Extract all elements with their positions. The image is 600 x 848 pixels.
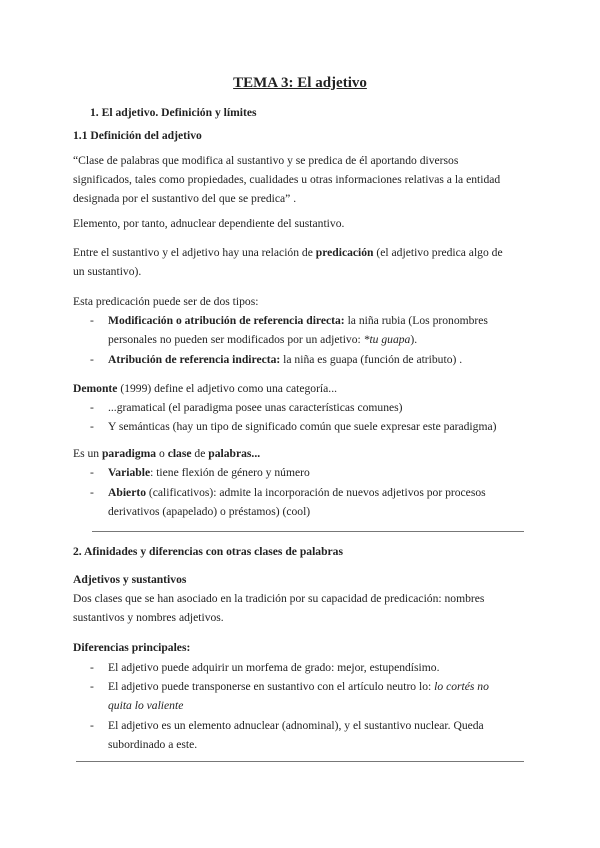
paragraph-predicacion-line-1: Entre el sustantivo y el adjetivo hay una relación de predicación (el adjetivo predica algo de [73,246,503,259]
bullet-dash: - [90,353,94,366]
bullet-dash: - [90,466,94,479]
bullet-modificacion-line-2: personales no pueden ser modificados por un adjetivo: *tu guapa). [108,333,418,346]
bullet-gramatical: ...gramatical (el paradigma posee unas características comunes) [108,401,403,414]
bullet-dash: - [90,314,94,327]
paragraph-paradigma: Es un paradigma o clase de palabras... [73,447,261,460]
paragraph-demonte: Demonte (1999) define el adjetivo como una categoría... [73,382,337,395]
definition-quote-line-3: designada por el sustantivo del que se predica” . [73,192,297,205]
bullet-semanticas: Y semánticas (hay un tipo de significado común que suele expresar este paradigma) [108,420,497,433]
paragraph-tipos: Esta predicación puede ser de dos tipos: [73,295,259,308]
bullet-dash: - [90,420,94,433]
bullet-transponerse-line-1: El adjetivo puede transponerse en sustantivo con el artículo neutro lo: lo cortés no [108,680,489,693]
bullet-dash: - [90,486,94,499]
bullet-adnuclear-line-1: El adjetivo es un elemento adnuclear (adnominal), y el sustantivo nuclear. Queda [108,719,484,732]
horizontal-rule [76,761,524,762]
subheading-diferencias: Diferencias principales: [73,641,191,654]
page-title: TEMA 3: El adjetivo [233,75,367,91]
bullet-adnuclear-line-2: subordinado a este. [108,738,198,751]
paragraph-predicacion-line-2: un sustantivo). [73,265,142,278]
bullet-abierto-line-2: derivativos (apapelado) o préstamos) (cool) [108,505,311,518]
bullet-dash: - [90,401,94,414]
paragraph-elemento: Elemento, por tanto, adnuclear dependiente del sustantivo. [73,217,345,230]
bullet-variable: Variable: tiene flexión de género y número [108,466,310,479]
horizontal-rule [92,531,524,532]
bullet-abierto-line-1: Abierto (calificativos): admite la incorporación de nuevos adjetivos por procesos [108,486,486,499]
definition-quote-line-2: significados, tales como propiedades, cualidades u otras informaciones relativas a la entidad [73,173,501,186]
bullet-grado: El adjetivo puede adquirir un morfema de grado: mejor, estupendísimo. [108,661,440,674]
bullet-atribucion: Atribución de referencia indirecta: la niña es guapa (función de atributo) . [108,353,463,366]
bullet-dash: - [90,719,94,732]
bullet-modificacion-line-1: Modificación o atribución de referencia directa: la niña rubia (Los pronombres [108,314,488,327]
subheading-adjetivos-sustantivos: Adjetivos y sustantivos [73,573,187,586]
subsection-1-1-heading: 1.1 Definición del adjetivo [73,129,202,142]
paragraph-dos-clases-line-2: sustantivos y nombres adjetivos. [73,611,224,624]
bullet-transponerse-line-2: quita lo valiente [108,699,184,712]
definition-quote-line-1: “Clase de palabras que modifica al sustantivo y se predica de él aportando diversos [73,154,459,167]
section-1-heading: 1. El adjetivo. Definición y límites [90,106,257,119]
paragraph-dos-clases-line-1: Dos clases que se han asociado en la tradición por su capacidad de predicación: nombres [73,592,485,605]
bullet-dash: - [90,680,94,693]
section-2-heading: 2. Afinidades y diferencias con otras clases de palabras [73,545,343,558]
bullet-dash: - [90,661,94,674]
